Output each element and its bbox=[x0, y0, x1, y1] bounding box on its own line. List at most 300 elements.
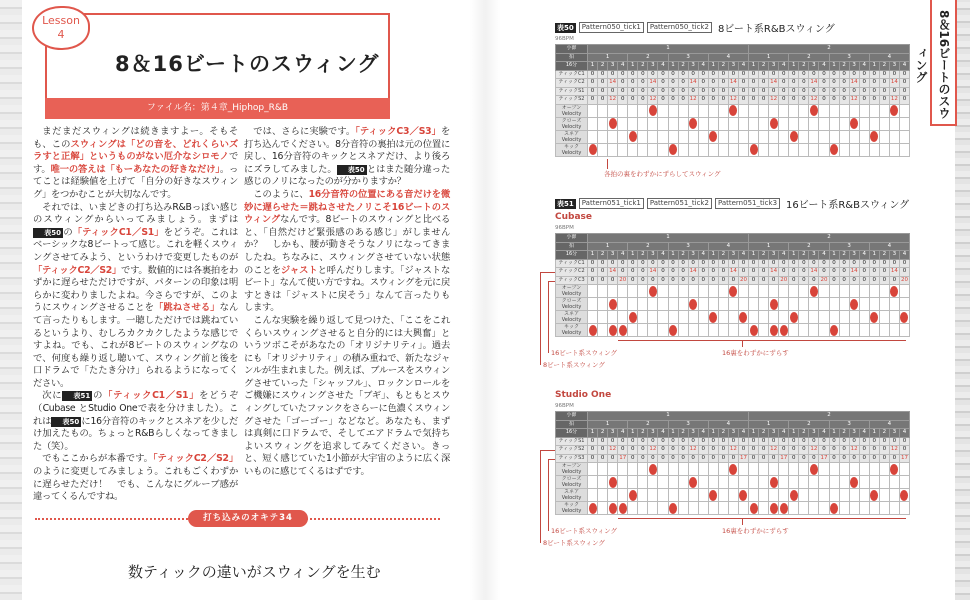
tick-cell: 0 bbox=[829, 446, 839, 455]
tick-cell: 0 bbox=[859, 276, 869, 285]
velocity-cell bbox=[678, 130, 688, 143]
body-column-left bbox=[33, 126, 238, 504]
velocity-cell bbox=[749, 311, 759, 324]
tick-cell: 0 bbox=[879, 70, 889, 79]
tick-row bbox=[556, 268, 910, 277]
velocity-cell bbox=[829, 104, 839, 117]
velocity-cell bbox=[658, 298, 668, 311]
tick-cell: 14 bbox=[770, 268, 778, 275]
tip-badge: 打ち込みのオキテ34 bbox=[188, 510, 308, 527]
velocity-cell bbox=[728, 143, 738, 156]
velocity-cell bbox=[809, 143, 819, 156]
file-name-label: ファイル名：第４章_Hiphop_R&B bbox=[45, 98, 390, 119]
velocity-cell bbox=[628, 285, 638, 298]
header-cell: 1 bbox=[749, 251, 759, 260]
tick-cell: 0 bbox=[799, 96, 809, 105]
tick-cell: 0 bbox=[789, 276, 799, 285]
tick-cell: 0 bbox=[628, 79, 638, 88]
note-hit-marker bbox=[770, 118, 778, 129]
annotation: 8ビート系スウィング bbox=[543, 539, 605, 547]
velocity-cell bbox=[849, 476, 859, 489]
daw-label: Studio One bbox=[555, 390, 612, 400]
tick-cell: 0 bbox=[718, 437, 728, 446]
velocity-cell bbox=[598, 298, 608, 311]
header-cell: 3 bbox=[688, 62, 698, 71]
table-ref-badge: 表51 bbox=[62, 391, 92, 401]
velocity-cell bbox=[658, 104, 668, 117]
text: では、さらに実験です。 bbox=[253, 126, 356, 137]
tick-cell: 0 bbox=[779, 268, 789, 277]
velocity-cell bbox=[859, 130, 869, 143]
velocity-cell bbox=[668, 285, 678, 298]
note-hit-marker bbox=[589, 503, 597, 514]
velocity-cell bbox=[809, 104, 819, 117]
tick-cell: 0 bbox=[608, 70, 618, 79]
tick-cell: 0 bbox=[859, 96, 869, 105]
tick-cell: 0 bbox=[839, 454, 849, 463]
tick-cell: 0 bbox=[638, 70, 648, 79]
tick-cell: 0 bbox=[628, 437, 638, 446]
tick-cell: 0 bbox=[829, 87, 839, 96]
tick-cell: 0 bbox=[638, 96, 648, 105]
tick-cell: 0 bbox=[728, 454, 738, 463]
header-cell: 3 bbox=[728, 251, 738, 260]
tick-cell: 0 bbox=[839, 446, 849, 455]
velocity-cell bbox=[769, 285, 779, 298]
velocity-cell bbox=[698, 130, 708, 143]
header-cell: 4 bbox=[618, 62, 628, 71]
note-hit-marker bbox=[830, 144, 838, 155]
tick-cell: 0 bbox=[628, 268, 638, 277]
velocity-cell bbox=[799, 463, 809, 476]
tick-cell: 14 bbox=[649, 268, 657, 275]
note-hit-marker bbox=[709, 490, 717, 501]
header-cell: 3 bbox=[728, 62, 738, 71]
tick-cell: 0 bbox=[869, 276, 879, 285]
velocity-cell bbox=[628, 463, 638, 476]
header-cell: 2 bbox=[879, 62, 889, 71]
header-row bbox=[556, 62, 910, 71]
velocity-cell bbox=[728, 502, 738, 515]
velocity-cell bbox=[889, 104, 899, 117]
header-cell: 2 bbox=[879, 251, 889, 260]
tick-cell: 0 bbox=[869, 87, 879, 96]
velocity-cell bbox=[628, 298, 638, 311]
note-hit-marker bbox=[790, 312, 798, 323]
tick-cell: 0 bbox=[789, 454, 799, 463]
velocity-cell bbox=[759, 117, 769, 130]
tick-cell: 0 bbox=[849, 454, 859, 463]
velocity-cell bbox=[769, 104, 779, 117]
velocity-cell bbox=[859, 104, 869, 117]
tick-cell: 20 bbox=[900, 276, 908, 283]
tick-cell: 0 bbox=[708, 446, 718, 455]
pattern-file-label: Pattern050_tick2 bbox=[647, 22, 712, 33]
bracket-line bbox=[540, 450, 541, 544]
header-cell: 3 bbox=[829, 53, 869, 62]
header-cell: 1 bbox=[829, 62, 839, 71]
header-cell: 3 bbox=[849, 62, 859, 71]
tick-cell: 0 bbox=[728, 70, 738, 79]
velocity-cell bbox=[849, 117, 859, 130]
velocity-cell bbox=[749, 298, 759, 311]
velocity-cell bbox=[799, 476, 809, 489]
velocity-cell bbox=[708, 143, 718, 156]
tick-cell: 0 bbox=[728, 437, 738, 446]
tick-row bbox=[556, 446, 910, 455]
velocity-cell bbox=[738, 130, 748, 143]
velocity-cell bbox=[648, 130, 658, 143]
note-hit-marker bbox=[790, 490, 798, 501]
text: まだまだスウィングは続きますよー。そもそも、この bbox=[33, 126, 238, 150]
tick-cell: 14 bbox=[810, 268, 818, 275]
velocity-row bbox=[556, 489, 910, 502]
note-hit-marker bbox=[609, 118, 617, 129]
velocity-cell bbox=[759, 502, 769, 515]
row-label: ティックC1 bbox=[556, 70, 588, 79]
bracket-line bbox=[540, 450, 555, 451]
tick-cell: 0 bbox=[829, 268, 839, 277]
velocity-cell bbox=[849, 489, 859, 502]
header-cell: 3 bbox=[688, 429, 698, 438]
velocity-cell bbox=[718, 285, 728, 298]
tick-cell: 0 bbox=[859, 259, 869, 268]
velocity-cell bbox=[698, 117, 708, 130]
text: です。数値的には各裏拍をわずかに遅らせただけですが、パターンの印象は明らかに変わりましたよね。今さらですが、このようにスウィングさせることを bbox=[33, 264, 238, 314]
header-cell: 4 bbox=[899, 429, 909, 438]
tick-cell: 0 bbox=[668, 79, 678, 88]
velocity-cell bbox=[708, 298, 718, 311]
tick-cell: 14 bbox=[609, 79, 617, 86]
velocity-cell bbox=[708, 104, 718, 117]
velocity-cell bbox=[688, 489, 698, 502]
lesson-badge bbox=[32, 6, 90, 50]
velocity-cell bbox=[688, 298, 698, 311]
tick-cell: 0 bbox=[849, 70, 859, 79]
velocity-cell bbox=[799, 104, 809, 117]
header-cell: 4 bbox=[819, 251, 829, 260]
tick-cell: 0 bbox=[678, 70, 688, 79]
velocity-cell bbox=[889, 502, 899, 515]
velocity-cell bbox=[608, 298, 618, 311]
velocity-cell bbox=[879, 311, 889, 324]
velocity-cell bbox=[779, 502, 789, 515]
row-label: クローズ Velocity bbox=[556, 298, 588, 311]
velocity-cell bbox=[889, 463, 899, 476]
tick-cell: 0 bbox=[668, 446, 678, 455]
velocity-cell bbox=[819, 104, 829, 117]
tick-cell: 0 bbox=[799, 446, 809, 455]
velocity-cell bbox=[608, 502, 618, 515]
tick-cell: 0 bbox=[829, 96, 839, 105]
header-cell: 1 bbox=[869, 429, 879, 438]
velocity-cell bbox=[889, 324, 899, 337]
tick-cell: 0 bbox=[658, 268, 668, 277]
tick-cell: 0 bbox=[708, 87, 718, 96]
header-cell: 2 bbox=[789, 242, 829, 251]
velocity-cell bbox=[728, 298, 738, 311]
velocity-cell bbox=[608, 311, 618, 324]
tick-cell: 0 bbox=[688, 276, 698, 285]
note-hit-marker bbox=[870, 312, 878, 323]
velocity-cell bbox=[849, 463, 859, 476]
tick-cell: 0 bbox=[899, 259, 909, 268]
velocity-cell bbox=[618, 104, 628, 117]
velocity-cell bbox=[628, 476, 638, 489]
velocity-cell bbox=[899, 285, 909, 298]
header-cell: 4 bbox=[779, 429, 789, 438]
tick-cell: 12 bbox=[649, 96, 657, 103]
velocity-cell bbox=[658, 130, 668, 143]
row-label: ティックS2 bbox=[556, 446, 588, 455]
velocity-cell bbox=[879, 324, 889, 337]
velocity-cell bbox=[608, 489, 618, 502]
velocity-cell bbox=[718, 502, 728, 515]
velocity-cell bbox=[668, 463, 678, 476]
velocity-cell bbox=[678, 489, 688, 502]
tick-row bbox=[556, 276, 910, 285]
velocity-cell bbox=[769, 143, 779, 156]
tick-cell: 14 bbox=[850, 79, 858, 86]
header-cell: 4 bbox=[658, 62, 668, 71]
velocity-cell bbox=[839, 285, 849, 298]
velocity-cell bbox=[618, 285, 628, 298]
note-hit-marker bbox=[900, 490, 908, 501]
tick-cell: 0 bbox=[819, 87, 829, 96]
bracket-line bbox=[618, 340, 906, 341]
velocity-cell bbox=[799, 324, 809, 337]
tick-cell: 14 bbox=[770, 79, 778, 86]
velocity-cell bbox=[718, 489, 728, 502]
velocity-cell bbox=[628, 104, 638, 117]
tick-cell: 0 bbox=[698, 259, 708, 268]
velocity-cell bbox=[749, 476, 759, 489]
tick-cell: 0 bbox=[809, 437, 819, 446]
tick-cell: 0 bbox=[899, 446, 909, 455]
note-hit-marker bbox=[669, 503, 677, 514]
note-hit-marker bbox=[810, 464, 818, 475]
tick-cell: 0 bbox=[849, 437, 859, 446]
velocity-cell bbox=[598, 104, 608, 117]
tick-cell: 0 bbox=[718, 79, 728, 88]
row-label: ティックS3 bbox=[556, 454, 588, 463]
tick-cell: 0 bbox=[668, 259, 678, 268]
velocity-cell bbox=[769, 117, 779, 130]
header-cell: 1 bbox=[708, 251, 718, 260]
tick-cell: 0 bbox=[799, 259, 809, 268]
row-label: 拍 bbox=[556, 420, 588, 429]
velocity-row bbox=[556, 463, 910, 476]
tick-cell: 20 bbox=[619, 276, 627, 283]
tick-cell: 0 bbox=[819, 446, 829, 455]
tick-cell: 0 bbox=[668, 87, 678, 96]
tick-cell: 12 bbox=[609, 96, 617, 103]
tick-cell: 0 bbox=[899, 70, 909, 79]
tick-cell: 0 bbox=[678, 437, 688, 446]
tick-cell: 0 bbox=[668, 276, 678, 285]
header-cell: 2 bbox=[678, 251, 688, 260]
tick-cell: 0 bbox=[889, 437, 899, 446]
annotation: 16ビート系スウィング bbox=[551, 527, 617, 535]
tick-cell: 0 bbox=[738, 446, 748, 455]
velocity-cell bbox=[819, 476, 829, 489]
row-label: スネア Velocity bbox=[556, 489, 588, 502]
header-cell: 1 bbox=[829, 429, 839, 438]
velocity-cell bbox=[728, 311, 738, 324]
tick-cell: 0 bbox=[668, 96, 678, 105]
velocity-cell bbox=[718, 298, 728, 311]
note-hit-marker bbox=[739, 312, 747, 323]
chapter-side-tab: 8＆16ビートのスウィング bbox=[930, 0, 957, 126]
velocity-cell bbox=[789, 285, 799, 298]
velocity-cell bbox=[688, 502, 698, 515]
velocity-cell bbox=[879, 130, 889, 143]
tick-cell: 0 bbox=[628, 70, 638, 79]
header-cell: 3 bbox=[889, 62, 899, 71]
tick-cell: 0 bbox=[879, 437, 889, 446]
velocity-cell bbox=[759, 324, 769, 337]
note-hit-marker bbox=[729, 286, 737, 297]
velocity-cell bbox=[869, 502, 879, 515]
velocity-cell bbox=[759, 143, 769, 156]
tick-cell: 0 bbox=[698, 446, 708, 455]
tick-cell: 0 bbox=[759, 87, 769, 96]
velocity-cell bbox=[789, 476, 799, 489]
tick-cell: 0 bbox=[688, 259, 698, 268]
velocity-cell bbox=[728, 463, 738, 476]
velocity-cell bbox=[658, 502, 668, 515]
header-cell: 1 bbox=[588, 420, 628, 429]
velocity-cell bbox=[829, 324, 839, 337]
velocity-cell bbox=[779, 143, 789, 156]
velocity-cell bbox=[648, 311, 658, 324]
header-row bbox=[556, 45, 910, 54]
header-cell: 1 bbox=[588, 53, 628, 62]
velocity-cell bbox=[839, 117, 849, 130]
header-cell: 1 bbox=[749, 242, 789, 251]
paragraph bbox=[33, 202, 238, 391]
tick-cell: 0 bbox=[859, 446, 869, 455]
velocity-cell bbox=[819, 143, 829, 156]
note-hit-marker bbox=[729, 464, 737, 475]
header-cell: 4 bbox=[899, 251, 909, 260]
velocity-cell bbox=[598, 324, 608, 337]
velocity-cell bbox=[849, 130, 859, 143]
emphasis-text: 「跳ねさせる」 bbox=[154, 302, 220, 314]
velocity-cell bbox=[698, 476, 708, 489]
velocity-cell bbox=[859, 502, 869, 515]
velocity-cell bbox=[819, 463, 829, 476]
header-cell: 3 bbox=[849, 251, 859, 260]
row-label: ティックS1 bbox=[556, 87, 588, 96]
tick-cell: 0 bbox=[789, 437, 799, 446]
velocity-cell bbox=[658, 117, 668, 130]
velocity-cell bbox=[819, 311, 829, 324]
tick-row bbox=[556, 259, 910, 268]
tick-cell: 0 bbox=[889, 259, 899, 268]
velocity-cell bbox=[588, 104, 598, 117]
tick-cell: 0 bbox=[738, 268, 748, 277]
tick-cell: 0 bbox=[628, 446, 638, 455]
velocity-cell bbox=[899, 298, 909, 311]
emphasis-text: 唯一の答えは「もーあなたの好きなだけ」 bbox=[50, 163, 220, 175]
tick-cell: 12 bbox=[729, 96, 737, 103]
tick-cell: 0 bbox=[698, 96, 708, 105]
tick-cell: 0 bbox=[839, 268, 849, 277]
velocity-cell bbox=[769, 463, 779, 476]
header-cell: 3 bbox=[769, 62, 779, 71]
bracket-line bbox=[540, 272, 541, 366]
header-cell: 2 bbox=[759, 62, 769, 71]
header-cell: 1 bbox=[628, 251, 638, 260]
velocity-cell bbox=[648, 502, 658, 515]
table-ref-badge: 表50 bbox=[337, 165, 367, 175]
velocity-cell bbox=[628, 489, 638, 502]
tick-cell: 0 bbox=[799, 454, 809, 463]
header-cell: 1 bbox=[869, 251, 879, 260]
tick-cell: 12 bbox=[689, 96, 697, 103]
velocity-cell bbox=[759, 130, 769, 143]
note-hit-marker bbox=[669, 325, 677, 336]
velocity-cell bbox=[708, 463, 718, 476]
velocity-cell bbox=[839, 143, 849, 156]
tick-cell: 0 bbox=[829, 79, 839, 88]
row-label: 拍 bbox=[556, 242, 588, 251]
tick-cell: 0 bbox=[759, 454, 769, 463]
velocity-cell bbox=[688, 117, 698, 130]
velocity-cell bbox=[859, 463, 869, 476]
tick-cell: 0 bbox=[678, 276, 688, 285]
tick-cell: 0 bbox=[749, 268, 759, 277]
table-title: 16ビート系R&Bスウィング bbox=[786, 200, 910, 211]
tick-cell: 12 bbox=[890, 96, 898, 103]
emphasis-text: 「ティックC2／S2」 bbox=[152, 453, 238, 465]
velocity-cell bbox=[608, 285, 618, 298]
tick-cell: 0 bbox=[738, 437, 748, 446]
velocity-cell bbox=[849, 324, 859, 337]
tick-cell: 14 bbox=[890, 268, 898, 275]
velocity-cell bbox=[618, 463, 628, 476]
tick-cell: 0 bbox=[879, 276, 889, 285]
tick-cell: 0 bbox=[789, 268, 799, 277]
velocity-cell bbox=[899, 104, 909, 117]
velocity-cell bbox=[829, 311, 839, 324]
table-id-badge: 表51 bbox=[557, 199, 574, 208]
velocity-cell bbox=[618, 298, 628, 311]
tick-cell: 0 bbox=[759, 70, 769, 79]
note-hit-marker bbox=[619, 503, 627, 514]
header-cell: 3 bbox=[769, 429, 779, 438]
velocity-cell bbox=[678, 311, 688, 324]
tick-cell: 0 bbox=[708, 268, 718, 277]
tick-cell: 0 bbox=[789, 259, 799, 268]
velocity-cell bbox=[728, 104, 738, 117]
velocity-cell bbox=[648, 476, 658, 489]
note-hit-marker bbox=[649, 286, 657, 297]
header-cell: 3 bbox=[648, 62, 658, 71]
emphasis-text: 「ティックC1／S1」 bbox=[72, 226, 164, 238]
tick-cell: 0 bbox=[889, 70, 899, 79]
text: をどうぞ。これはベーシックな8ビートって感じ。これを軽くスウィングさせてみよう、というわけで変更したものが bbox=[33, 226, 239, 263]
velocity-cell bbox=[608, 143, 618, 156]
velocity-cell bbox=[628, 117, 638, 130]
note-hit-marker bbox=[790, 131, 798, 142]
velocity-cell bbox=[789, 130, 799, 143]
velocity-cell bbox=[638, 104, 648, 117]
velocity-cell bbox=[839, 324, 849, 337]
note-hit-marker bbox=[609, 299, 617, 310]
tick-cell: 0 bbox=[598, 79, 608, 88]
